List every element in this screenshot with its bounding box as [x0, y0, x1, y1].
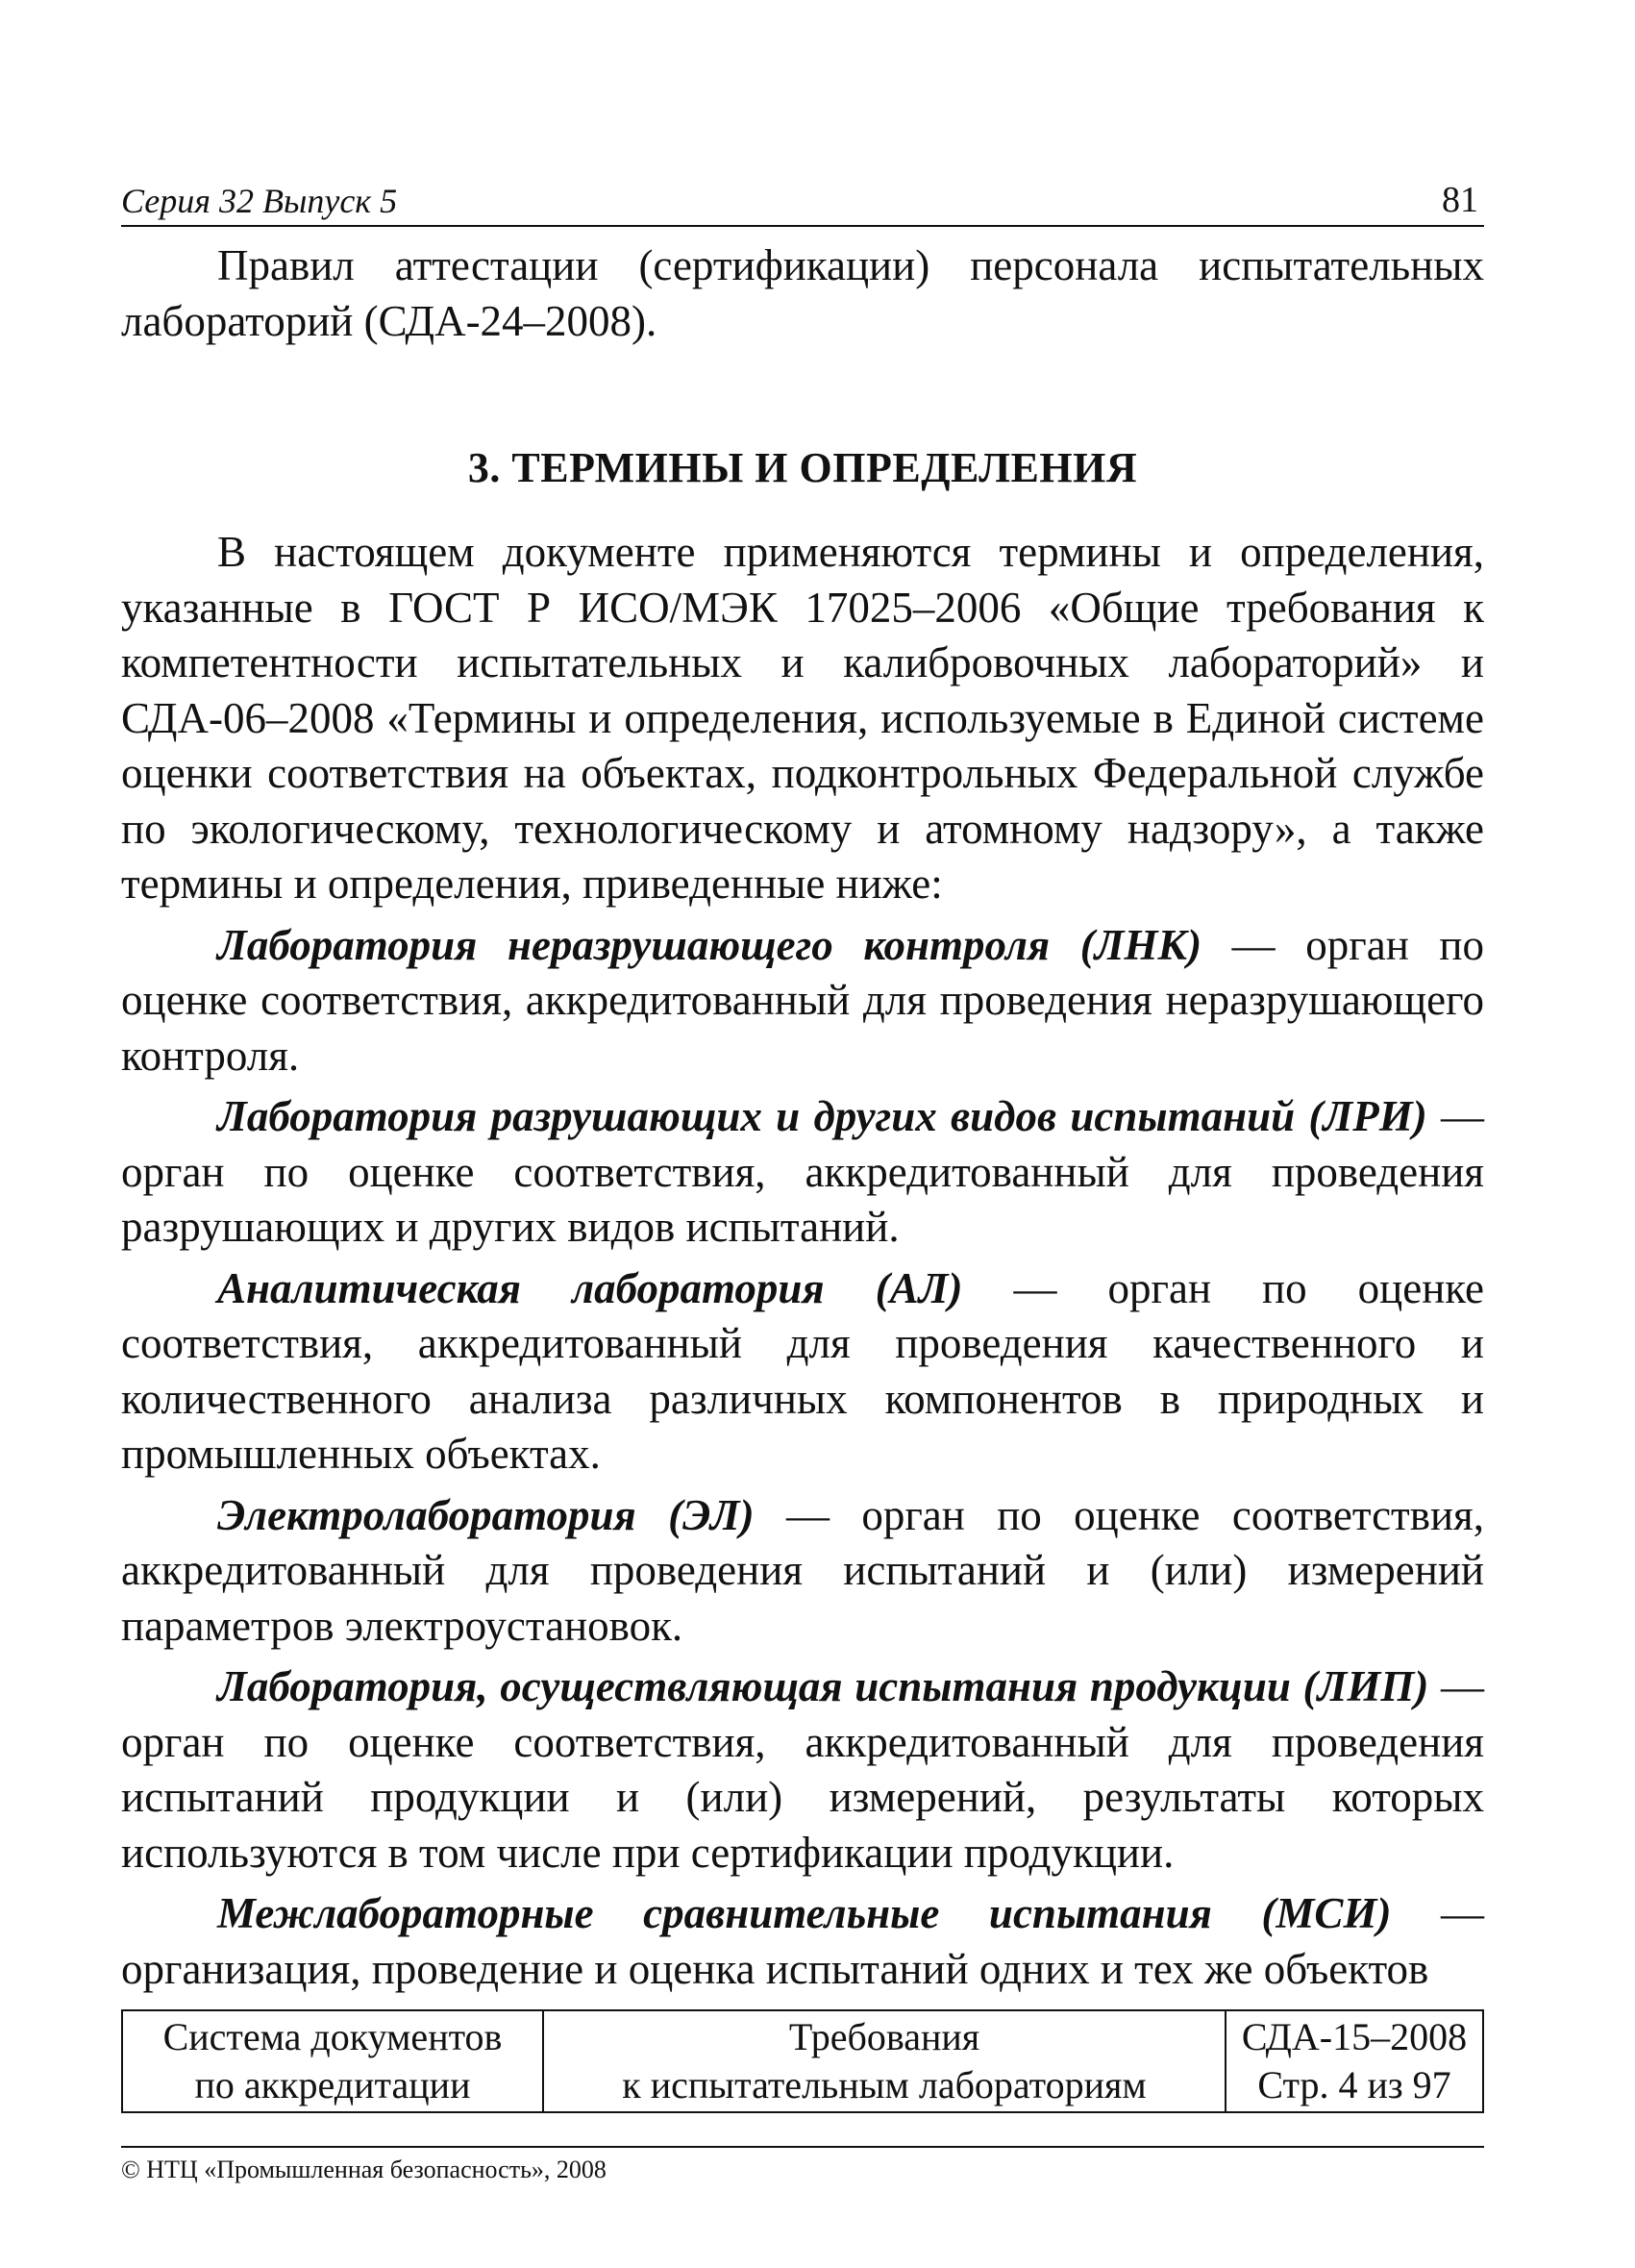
- definition-text: — орган по оценке соответствия, аккредитованный для проведения разрушающих и других видов испытаний.: [121, 1092, 1485, 1251]
- footer-system-cell: [122, 2010, 543, 2112]
- footer-title-cell: [543, 2010, 1226, 2112]
- footer-page-count: Стр. 4 из 97: [1257, 2063, 1451, 2106]
- definition-lip: [121, 1659, 1484, 1881]
- term: Лаборатория разрушающих и других видов испытаний (ЛРИ): [217, 1092, 1427, 1140]
- definition-text: — орган по оценке соответствия, аккредитованный для проведения испытаний и (или) измерений параметров электроустановок.: [121, 1490, 1484, 1650]
- intro-paragraph: В настоящем документе применяются термины и определения, указанные в ГОСТ Р ИСО/МЭК 17025–2006 «Общие требования к компетентности испытательных и калибровочных лабораторий» и СДА-06–2008 «Термины и определения, используемые в Единой системе оценки соответствия на объектах, подконтрольных Федеральной службе по экологическому, технологическому и атомному надзору», а также термины и определения, приведенные ниже:: [121, 528, 1484, 908]
- definition-el: [121, 1488, 1484, 1655]
- definition-al: [121, 1261, 1484, 1483]
- definition-text: — орган по оценке соответствия, аккредитованный для проведения качественного и количественного анализа различных компонентов в природных и промышленных объектах.: [121, 1263, 1484, 1478]
- continuation-paragraph: Правил аттестации (сертификации) персонала испытательных лабораторий (СДА-24–2008).: [121, 241, 1484, 345]
- term: Лаборатория неразрушающего контроля (ЛНК): [217, 920, 1202, 969]
- footer-system-line1: Система документов: [162, 2015, 503, 2058]
- section-title: 3. ТЕРМИНЫ И ОПРЕДЕЛЕНИЯ: [467, 444, 1138, 491]
- definition-msi: [121, 1886, 1484, 1997]
- term: Аналитическая лаборатория (АЛ): [217, 1263, 963, 1312]
- footer-doc-code: СДА-15–2008: [1241, 2015, 1468, 2058]
- term: Электролаборатория (ЭЛ): [217, 1490, 755, 1539]
- definition-lnk: [121, 918, 1484, 1084]
- definition-text: — организация, проведение и оценка испытаний одних и тех же объектов: [121, 1889, 1484, 1993]
- copyright-divider: [121, 2146, 1484, 2148]
- series-label: Серия 32 Выпуск 5: [121, 182, 398, 220]
- copyright-notice: © НТЦ «Промышленная безопасность», 2008: [121, 2156, 607, 2183]
- definition-text: — орган по оценке соответствия, аккредитованный для проведения испытаний продукции и (или) измерений, результаты которых используются в том числе при сертификации продукции.: [121, 1662, 1484, 1877]
- footer-title-line2: к испытательным лабораториям: [622, 2063, 1147, 2106]
- term: Лаборатория, осуществляющая испытания продукции (ЛИП): [217, 1662, 1429, 1710]
- footer-system-line2: по аккредитации: [194, 2063, 471, 2106]
- term: Межлабораторные сравнительные испытания (МСИ): [217, 1889, 1392, 1937]
- page: [121, 171, 1484, 1997]
- definition-text: — орган по оценке соответствия, аккредитованный для проведения неразрушающего контроля.: [121, 920, 1484, 1080]
- page-number: 81: [1442, 180, 1478, 220]
- footer-code-cell: [1226, 2010, 1483, 2112]
- definition-lri: [121, 1089, 1484, 1256]
- document-footer-table: [121, 2009, 1484, 2113]
- footer-title-line1: Требования: [788, 2015, 980, 2058]
- running-header: [121, 171, 1484, 227]
